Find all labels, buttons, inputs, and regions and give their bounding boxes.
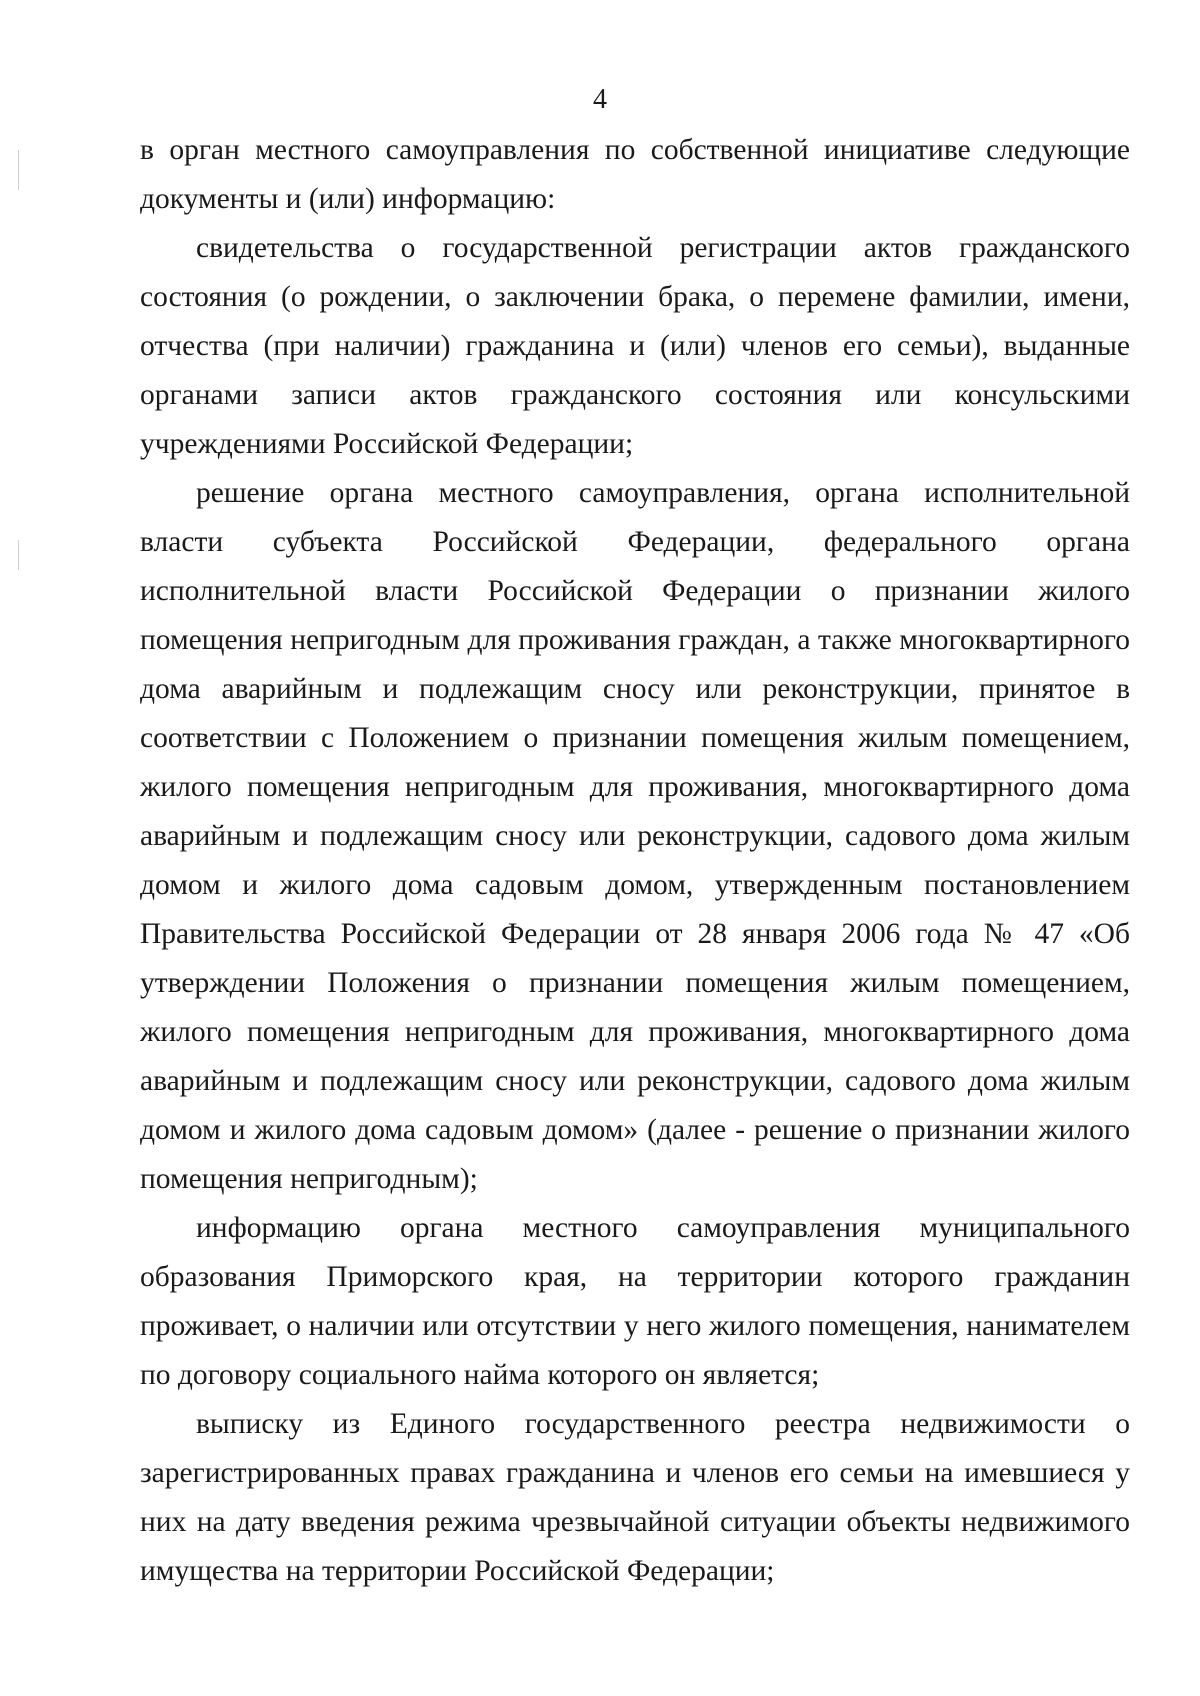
document-body: [140, 126, 1130, 1596]
paragraph-social-lease-info: информацию органа местного самоуправления муниципального образования Приморского края, на территории которого гражданин проживает, о наличии или отсутствии у него жилого помещения, нанимателем по договору социального найма которого он является;: [140, 1212, 1130, 1391]
scan-margin-mark: [18, 540, 19, 570]
scan-margin-mark: [18, 150, 19, 190]
paragraph-real-estate-register-extract: выписку из Единого государственного реестра недвижимости о зарегистрированных правах гражданина и членов его семьи на имевшиеся у них на дату введения режима чрезвычайной ситуации объекты недвижимого имущества на территории Российской Федерации;: [140, 1408, 1130, 1587]
paragraph-civil-status-certificates: свидетельства о государственной регистрации актов гражданского состояния (о рождении, о заключении брака, о перемене фамилии, имени, отчества (при наличии) гражданина и (или) членов его семьи), выданные органами записи актов гражданского состояния или консульскими учреждениями Российской Федерации;: [140, 232, 1130, 460]
paragraph-intro: в орган местного самоуправления по собственной инициативе следующие документы и (или) информацию:: [140, 134, 1130, 215]
paragraph-unfit-housing-decision: решение органа местного самоуправления, органа исполнительной власти субъекта Российской Федерации, федерального органа исполнительной власти Российской Федерации о признании жилого помещения непригодным для проживания граждан, а также многоквартирного дома аварийным и подлежащим сносу или реконструкции, принятое в соответствии с Положением о признании помещения жилым помещением, жилого помещения непригодным для проживания, многоквартирного дома аварийным и подлежащим сносу или реконструкции, садового дома жилым домом и жилого дома садовым домом, утвержденным постановлением Правительства Российской Федерации от 28 января 2006 года № 47 «Об утверждении Положения о признании помещения жилым помещением, жилого помещения непригодным для проживания, многоквартирного дома аварийным и подлежащим сносу или реконструкции, садового дома жилым домом и жилого дома садовым домом» (далее - решение о признании жилого помещения непригодным);: [140, 477, 1130, 1195]
page-number: 4: [593, 84, 607, 115]
